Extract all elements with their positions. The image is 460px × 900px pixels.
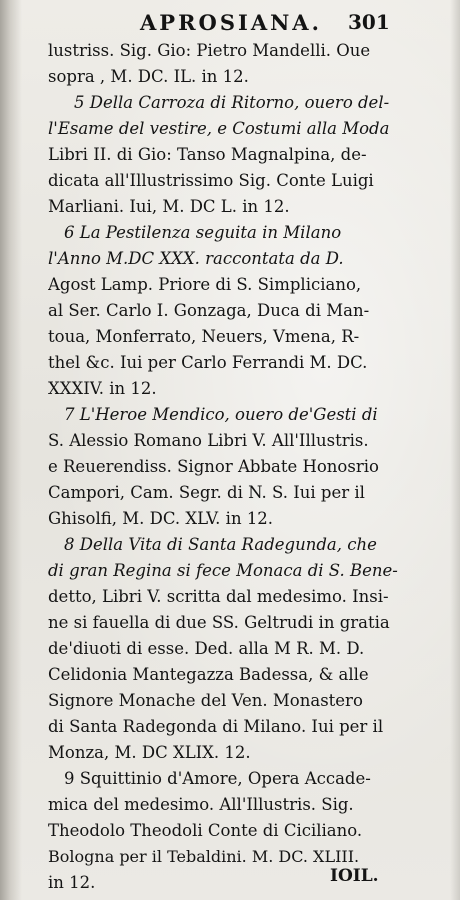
- text-line: in 12.: [48, 873, 96, 892]
- text-line: al Ser. Carlo I. Gonzaga, Duca di Man-: [48, 301, 370, 320]
- text-line: Celidonia Mantegazza Badessa, & alle: [48, 665, 369, 684]
- text-line: detto, Libri V. scritta dal medesimo. Insi-: [48, 587, 389, 606]
- entry-9-title-line: 9 Squittinio d'Amore, Opera Accade-: [64, 769, 371, 788]
- text-line: lustriss. Sig. Gio: Pietro Mandelli. Oue: [48, 41, 371, 60]
- text-line: e Reuerendiss. Signor Abbate Honosrio: [48, 457, 379, 476]
- entry-6-title-line: 6 La Pestilenza seguita in Milano: [64, 223, 342, 242]
- text-line: Bologna per il Tebaldini. M. DC. XLIII.: [48, 847, 360, 866]
- text-line: dicata all'Illustrissimo Sig. Conte Luigi: [48, 171, 374, 190]
- text-line: thel &c. Iui per Carlo Ferrandi M. DC.: [48, 353, 368, 372]
- text-line: di Santa Radegonda di Milano. Iui per il: [48, 717, 384, 736]
- text-line: Marliani. Iui, M. DC L. in 12.: [48, 197, 290, 216]
- entry-8-title-line: 8 Della Vita di Santa Radegunda, che: [64, 535, 377, 554]
- entry-5-title-line: 5 Della Carroza di Ritorno, ouero del-: [74, 93, 390, 112]
- text-line: Libri II. di Gio: Tanso Magnalpina, de-: [48, 145, 367, 164]
- text-line: Theodolo Theodoli Conte di Ciciliano.: [48, 821, 363, 840]
- running-title: APROSIANA.: [140, 10, 322, 35]
- text-line: l'Anno M.DC XXX. raccontata da D.: [48, 249, 344, 268]
- entry-7-title-line: 7 L'Heroe Mendico, ouero de'Gesti di: [64, 405, 378, 424]
- text-line: Monza, M. DC XLIX. 12.: [48, 743, 251, 762]
- text-line: sopra , M. DC. IL. in 12.: [48, 67, 249, 86]
- text-line: mica del medesimo. All'Illustris. Sig.: [48, 795, 354, 814]
- text-line: Signore Monache del Ven. Monastero: [48, 691, 363, 710]
- text-line: ne si fauella di due SS. Geltrudi in gratia: [48, 613, 390, 632]
- text-line: Agost Lamp. Priore di S. Simpliciano,: [48, 275, 362, 294]
- catchword: IOIL.: [330, 866, 379, 886]
- text-line: Ghisolfi, M. DC. XLV. in 12.: [48, 509, 274, 528]
- text-line: di gran Regina si fece Monaca di S. Bene-: [48, 561, 398, 580]
- text-line: S. Alessio Romano Libri V. All'Illustris.: [48, 431, 369, 450]
- text-line: XXXIV. in 12.: [48, 379, 157, 398]
- text-line: toua, Monferrato, Neuers, Vmena, R-: [48, 327, 360, 346]
- text-line: de'diuoti di esse. Ded. alla M R. M. D.: [48, 639, 365, 658]
- page-number: 301: [348, 10, 390, 34]
- text-line: l'Esame del vestire, e Costumi alla Moda: [48, 119, 390, 138]
- text-line: Campori, Cam. Segr. di N. S. Iui per il: [48, 483, 365, 502]
